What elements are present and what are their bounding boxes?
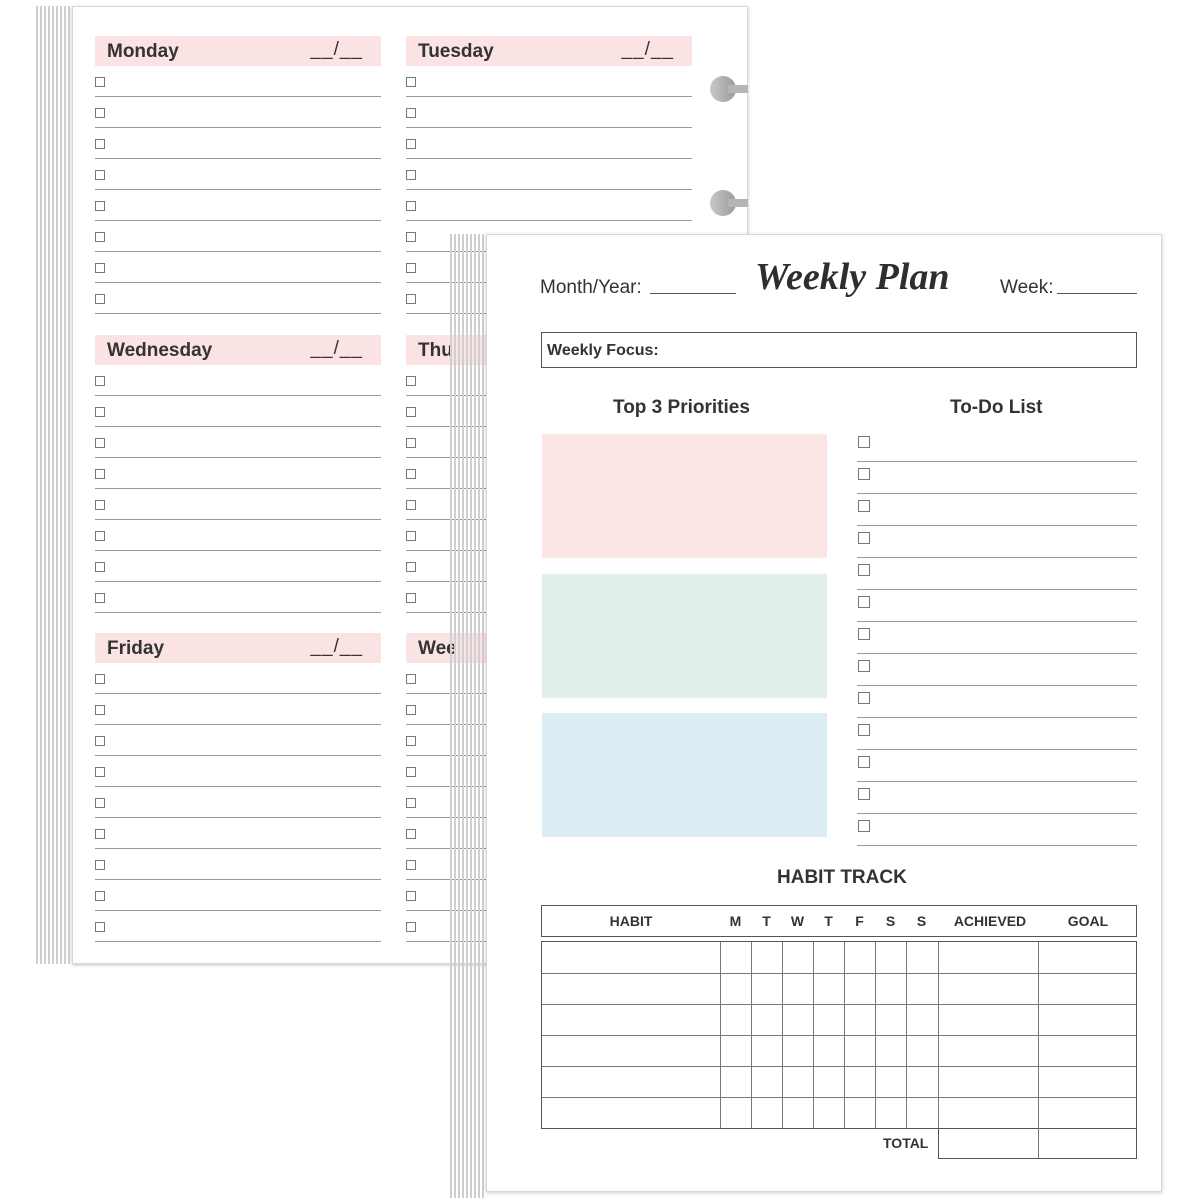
binder-ring-icon [710, 76, 744, 102]
checkbox[interactable] [406, 922, 416, 932]
todo-item[interactable] [857, 558, 1137, 590]
total-field[interactable] [938, 1127, 1137, 1159]
checkbox[interactable] [858, 500, 870, 512]
task-line[interactable] [95, 849, 381, 880]
habit-header-day: F [855, 913, 864, 929]
habit-header-day: S [916, 913, 927, 929]
checkbox[interactable] [95, 108, 105, 118]
total-label: TOTAL [883, 1135, 929, 1151]
day-monday [95, 36, 381, 314]
task-line[interactable] [95, 725, 381, 756]
checkbox[interactable] [95, 407, 105, 417]
task-line[interactable] [95, 551, 381, 582]
habit-track-title: HABIT TRACK [777, 867, 907, 888]
checkbox[interactable] [95, 674, 105, 684]
checkbox[interactable] [95, 736, 105, 746]
todo-item[interactable] [857, 494, 1137, 526]
todo-item[interactable] [857, 750, 1137, 782]
checkbox[interactable] [858, 468, 870, 480]
day-header [95, 36, 381, 66]
priority-box[interactable] [542, 574, 827, 698]
checkbox[interactable] [858, 564, 870, 576]
habit-header-goal: GOAL [1067, 913, 1109, 929]
checkbox[interactable] [95, 469, 105, 479]
task-line[interactable] [95, 190, 381, 221]
checkbox[interactable] [95, 531, 105, 541]
task-line[interactable] [95, 880, 381, 911]
task-line[interactable] [95, 818, 381, 849]
checkbox[interactable] [406, 469, 416, 479]
task-line[interactable] [95, 365, 381, 396]
checkbox[interactable] [406, 798, 416, 808]
task-line[interactable] [95, 252, 381, 283]
checkbox[interactable] [406, 438, 416, 448]
checkbox[interactable] [95, 294, 105, 304]
todo-item[interactable] [857, 654, 1137, 686]
checkbox[interactable] [858, 660, 870, 672]
habit-header-day: M [729, 913, 742, 929]
habit-header-day: T [762, 913, 771, 929]
checkbox[interactable] [95, 232, 105, 242]
habit-header-day: T [824, 913, 833, 929]
checkbox[interactable] [95, 829, 105, 839]
checkbox[interactable] [858, 692, 870, 704]
task-line[interactable] [95, 458, 381, 489]
weekly-focus-label: Weekly Focus: [547, 342, 659, 359]
habit-header-habit: HABIT [609, 913, 653, 929]
checkbox[interactable] [406, 705, 416, 715]
checkbox[interactable] [406, 407, 416, 417]
checkbox[interactable] [95, 798, 105, 808]
checkbox[interactable] [406, 500, 416, 510]
task-line[interactable] [406, 159, 692, 190]
todo-item[interactable] [857, 814, 1137, 846]
checkbox[interactable] [95, 263, 105, 273]
priorities-title: Top 3 Priorities [613, 397, 750, 418]
checkbox[interactable] [406, 201, 416, 211]
binder-ring-icon [710, 190, 744, 216]
habit-header-achieved: ACHIEVED [953, 913, 1027, 929]
checkbox[interactable] [858, 628, 870, 640]
checkbox[interactable] [95, 891, 105, 901]
day-header [95, 633, 381, 663]
checkbox[interactable] [406, 891, 416, 901]
week-label: Week: [1000, 277, 1054, 298]
task-line[interactable] [95, 159, 381, 190]
day-name: Thu [418, 340, 453, 361]
task-line[interactable] [95, 128, 381, 159]
checkbox[interactable] [858, 436, 870, 448]
checkbox[interactable] [406, 170, 416, 180]
task-line[interactable] [95, 520, 381, 551]
habit-header-day: S [885, 913, 896, 929]
checkbox[interactable] [95, 767, 105, 777]
day-name: Friday [107, 638, 165, 659]
day-friday [95, 633, 381, 942]
checkbox[interactable] [95, 376, 105, 386]
month-year-label: Month/Year: [540, 277, 642, 298]
checkbox[interactable] [95, 500, 105, 510]
week-field[interactable] [1057, 293, 1137, 294]
day-wednesday [95, 335, 381, 613]
month-year-field[interactable] [650, 293, 736, 294]
todo-item[interactable] [857, 462, 1137, 494]
checkbox[interactable] [95, 922, 105, 932]
checkbox[interactable] [406, 263, 416, 273]
day-name: Tuesday [418, 41, 494, 62]
day-name: Wee [418, 638, 457, 659]
todo-item[interactable] [857, 430, 1137, 462]
todo-item[interactable] [857, 718, 1137, 750]
page-title: Weekly Plan [755, 256, 950, 298]
task-line[interactable] [406, 128, 692, 159]
todo-item[interactable] [857, 782, 1137, 814]
task-line[interactable] [95, 582, 381, 613]
checkbox[interactable] [406, 736, 416, 746]
task-line[interactable] [95, 694, 381, 725]
checkbox[interactable] [406, 674, 416, 684]
priority-box[interactable] [542, 713, 827, 837]
day-header [95, 335, 381, 365]
checkbox[interactable] [858, 788, 870, 800]
habit-header-day: W [790, 913, 805, 929]
weekly-focus-field[interactable] [541, 332, 1137, 368]
checkbox[interactable] [95, 593, 105, 603]
task-line[interactable] [95, 97, 381, 128]
checkbox[interactable] [858, 596, 870, 608]
checkbox[interactable] [406, 531, 416, 541]
todo-title: To-Do List [950, 397, 1043, 418]
todo-item[interactable] [857, 622, 1137, 654]
checkbox[interactable] [406, 593, 416, 603]
task-line[interactable] [95, 489, 381, 520]
task-line[interactable] [95, 427, 381, 458]
day-date: __/__ [310, 338, 363, 359]
checkbox[interactable] [406, 829, 416, 839]
task-line[interactable] [406, 190, 692, 221]
checkbox[interactable] [95, 860, 105, 870]
day-date: __/__ [310, 636, 363, 657]
checkbox[interactable] [95, 705, 105, 715]
day-date: __/__ [621, 39, 674, 60]
todo-item[interactable] [857, 526, 1137, 558]
task-line[interactable] [95, 663, 381, 694]
task-line[interactable] [95, 283, 381, 314]
checkbox[interactable] [858, 724, 870, 736]
checkbox[interactable] [406, 562, 416, 572]
checkbox[interactable] [95, 562, 105, 572]
checkbox[interactable] [858, 532, 870, 544]
day-header [406, 36, 692, 66]
task-line[interactable] [95, 787, 381, 818]
todo-item[interactable] [857, 686, 1137, 718]
checkbox[interactable] [95, 201, 105, 211]
day-name: Wednesday [107, 340, 213, 361]
front-page-edges [450, 234, 490, 1198]
habit-grid[interactable] [541, 941, 1137, 1129]
checkbox[interactable] [95, 139, 105, 149]
task-line[interactable] [406, 97, 692, 128]
task-line[interactable] [95, 66, 381, 97]
weekly-plan-page [486, 234, 1162, 1192]
checkbox[interactable] [406, 232, 416, 242]
task-line[interactable] [95, 221, 381, 252]
day-date: __/__ [310, 39, 363, 60]
habit-header-row [541, 905, 1137, 937]
todo-item[interactable] [857, 590, 1137, 622]
checkbox[interactable] [95, 438, 105, 448]
checkbox[interactable] [406, 767, 416, 777]
day-name: Monday [107, 41, 179, 62]
priority-box[interactable] [542, 434, 827, 558]
task-line[interactable] [406, 66, 692, 97]
task-line[interactable] [95, 911, 381, 942]
checkbox[interactable] [858, 820, 870, 832]
checkbox[interactable] [406, 860, 416, 870]
checkbox[interactable] [406, 77, 416, 87]
checkbox[interactable] [406, 294, 416, 304]
checkbox[interactable] [95, 170, 105, 180]
checkbox[interactable] [406, 139, 416, 149]
task-line[interactable] [95, 756, 381, 787]
checkbox[interactable] [858, 756, 870, 768]
checkbox[interactable] [406, 376, 416, 386]
checkbox[interactable] [406, 108, 416, 118]
checkbox[interactable] [95, 77, 105, 87]
task-line[interactable] [95, 396, 381, 427]
